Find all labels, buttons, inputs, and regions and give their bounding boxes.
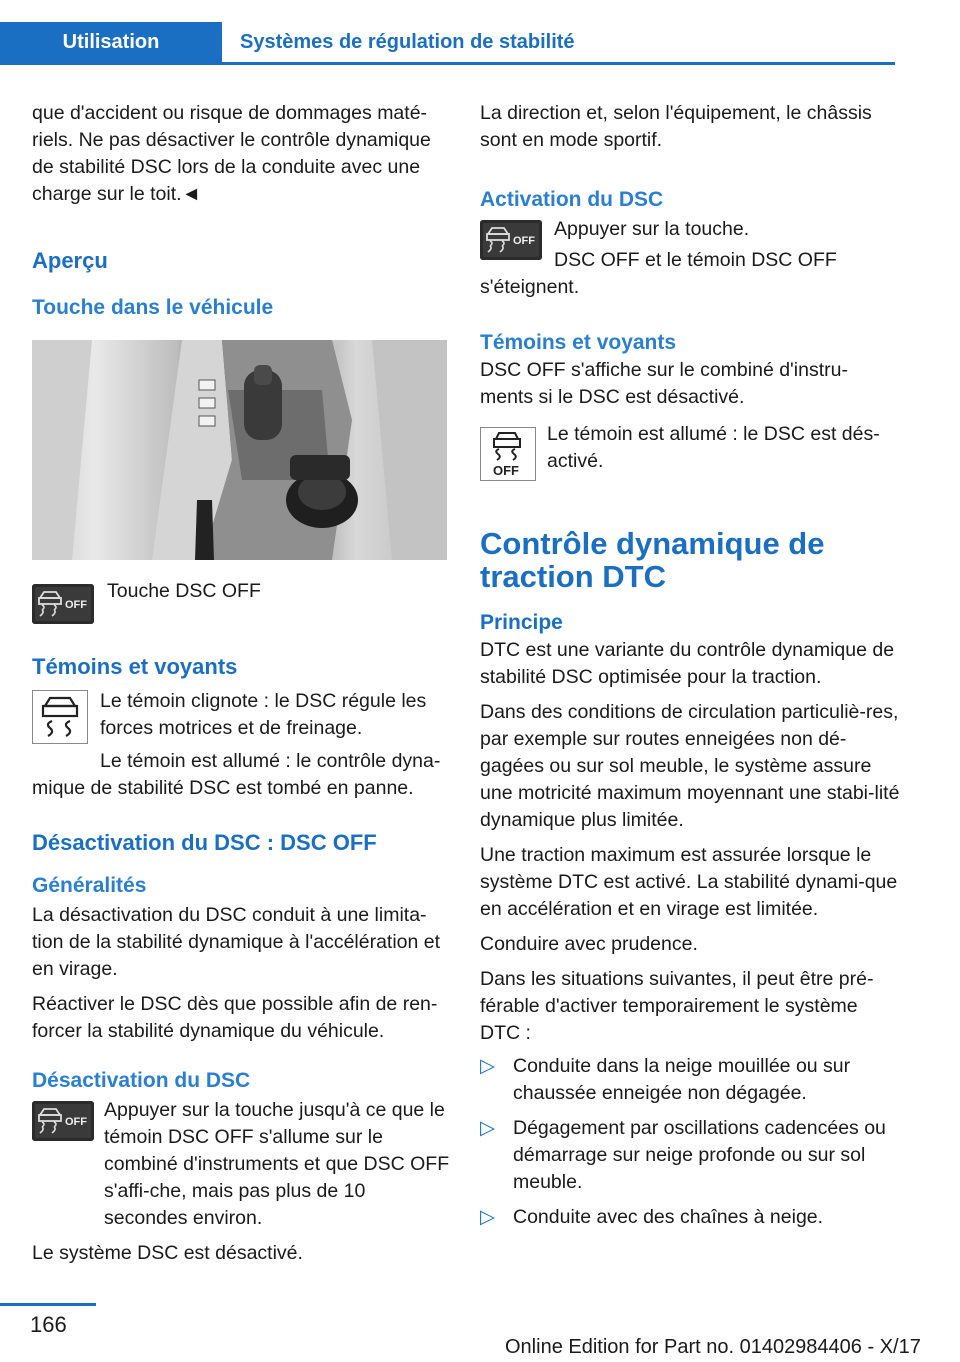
page-number: 166 (30, 1312, 67, 1337)
desact-row (32, 1097, 452, 1232)
heading-principe: Principe (480, 611, 563, 634)
desact-p1 (32, 1097, 452, 1232)
footer-divider (0, 1303, 96, 1306)
svg-text:OFF: OFF (513, 235, 535, 247)
temoins-p1: DSC OFF s'affiche sur le combiné d'instru-ments si le DSC est désactivé. (480, 359, 848, 408)
dsc-off-icon (480, 220, 542, 260)
touche-caption: Touche DSC OFF (107, 580, 261, 602)
heading-apercu: Aperçu (32, 248, 108, 273)
vehicle-console-photo (32, 340, 447, 560)
principe-p4: Conduire avec prudence. (480, 933, 698, 955)
dsc-warning-icon (32, 690, 88, 744)
heading-desactivation: Désactivation du DSC : DSC OFF (32, 830, 377, 855)
activation-p2 (480, 247, 900, 301)
list-item (480, 1204, 900, 1231)
left-column (32, 100, 452, 1275)
temoin-on-span: Le témoin est allumé : le contrôle dyna-mique de stabilité DSC est tombé en panne. (32, 750, 441, 799)
list-item-text: Dégagement par oscillations cadencées ou démarrage sur neige profonde ou sur sol meuble. (513, 1117, 886, 1193)
list-item (480, 1115, 900, 1196)
heading-temoins-right: Témoins et voyants (480, 331, 677, 354)
activation-p1: Appuyer sur la touche. (554, 218, 750, 240)
principe-p1: DTC est une variante du contrôle dynamique de stabilité DSC optimisée pour la traction. (480, 639, 895, 688)
intro-text: que d'accident ou risque de dommages maté-riels. Ne pas désactiver le contrôle dynamique de stabilité DSC lors de la conduite avec une charge sur le toit.◄ (32, 102, 431, 205)
edition-text: Online Edition for Part no. 01402984406 - X/17 (505, 1336, 921, 1358)
bullet-triangle-icon: ▷ (480, 1055, 495, 1077)
touche-dsc-row (32, 578, 452, 636)
list-item-text: Conduite avec des chaînes à neige. (513, 1206, 824, 1228)
principe-p2: Dans des conditions de circulation particuliè-res, par exemple sur routes enneigées non dé-gagées ou sur sol meuble, le système assure une motricité maximum moyennant une stabi-lité dynamique plus limitée. (480, 701, 900, 831)
heading-desact-dsc: Désactivation du DSC (32, 1069, 251, 1092)
heading-generalites: Généralités (32, 874, 147, 897)
svg-text:OFF: OFF (65, 1116, 87, 1128)
tab-section[interactable]: Systèmes de régulation de stabilité (240, 30, 575, 53)
header (0, 22, 895, 65)
console-illustration (32, 340, 447, 560)
tab-utilisation[interactable]: Utilisation (0, 22, 222, 62)
desact-p1-text: Appuyer sur la touche jusqu'à ce que le témoin DSC OFF s'allume sur le combiné d'instruments et que DSC OFF s'affi-che, mais pas plus de 10 secondes environ. (104, 1099, 450, 1229)
generalites-p2: Réactiver le DSC dès que possible afin de ren-forcer la stabilité dynamique du véhicule. (32, 993, 438, 1042)
dsc-off-light-icon (480, 427, 536, 481)
dsc-off-icon (32, 1101, 94, 1141)
desact-p2: Le système DSC est désactivé. (32, 1242, 303, 1264)
list-item-text: Conduite dans la neige mouillée ou sur chaussée enneigée non dégagée. (513, 1055, 851, 1104)
bullet-triangle-icon: ▷ (480, 1117, 495, 1139)
svg-text:OFF: OFF (493, 463, 519, 478)
dsc-off-light-row (480, 421, 900, 491)
right-column (480, 100, 900, 1239)
temoins-p2: Le témoin est allumé : le DSC est dés-activé. (547, 423, 880, 472)
dsc-off-icon (32, 584, 94, 624)
heading-activation: Activation du DSC (480, 188, 664, 211)
principe-p5: Dans les situations suivantes, il peut être pré-férable d'activer temporairement le système DTC : (480, 968, 874, 1044)
activation-p2-text: DSC OFF et le témoin DSC OFF s'éteignent. (480, 249, 837, 298)
generalites-p1: La désactivation du DSC conduit à une limita-tion de la stabilité dynamique à l'accélération et en virage. (32, 904, 441, 980)
direction-text: La direction et, selon l'équipement, le châssis sont en mode sportif. (480, 102, 872, 151)
temoin-blink-text: Le témoin clignote : le DSC régule les forces motrices et de freinage. (100, 690, 427, 739)
heading-touche: Touche dans le véhicule (32, 296, 274, 319)
temoin-on-text (32, 748, 452, 802)
heading-dtc: Contrôle dynamique de traction DTC (480, 526, 825, 594)
svg-text:OFF: OFF (65, 599, 87, 611)
principe-p3: Une traction maximum est assurée lorsque le système DTC est activé. La stabilité dynami-que en accélération et en virage est limitée. (480, 844, 898, 920)
list-item (480, 1053, 900, 1107)
bullet-triangle-icon: ▷ (480, 1206, 495, 1228)
activation-row (480, 216, 900, 301)
temoin-row (32, 688, 452, 742)
heading-temoins: Témoins et voyants (32, 654, 238, 679)
